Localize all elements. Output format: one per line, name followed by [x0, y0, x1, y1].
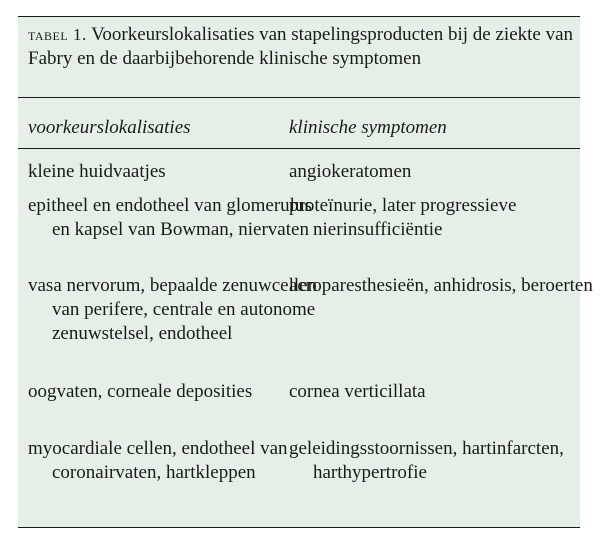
row-4-symptoms: cornea verticillata: [289, 381, 426, 402]
table-panel: [18, 16, 593, 528]
header-location: voorkeurslokalisaties: [28, 117, 191, 138]
row-1-location: kleine huidvaatjes: [28, 161, 166, 182]
table-caption: [28, 23, 576, 71]
top-rule: [18, 16, 580, 17]
row-3-symptoms: acroparesthesieën, anhidrosis, beroerten: [289, 275, 593, 296]
row-5-symptoms: geleidingsstoornissen, hartinfarcten, harthypertrofie: [289, 438, 564, 483]
caption-label: tabel 1.: [28, 25, 87, 44]
row-2-symptoms: proteïnurie, later progressieve nierinsufficiëntie: [289, 195, 517, 240]
caption-rule: [18, 97, 580, 98]
row-4-location: oogvaten, corneale deposities: [28, 381, 253, 402]
row-2-location: epitheel en endotheel van glomerulus en kapsel van Bowman, niervaten: [28, 195, 312, 240]
row-5-location: myocardiale cellen, endotheel van coronairvaten, hartkleppen: [28, 438, 288, 483]
header-symptoms: klinische symptomen: [289, 117, 447, 138]
row-1-symptoms: angiokeratomen: [289, 161, 412, 182]
row-3-location: vasa nervorum, bepaalde zenuwcellen van perifere, centrale en autonome zenuwstelsel, endotheel: [28, 275, 318, 344]
bottom-rule: [18, 527, 580, 528]
header-rule: [18, 148, 580, 149]
caption-text: Voorkeurslokalisaties van stapelingsproducten bij de ziekte van Fabry en de daarbijbehorende klinische symptomen: [28, 24, 574, 69]
